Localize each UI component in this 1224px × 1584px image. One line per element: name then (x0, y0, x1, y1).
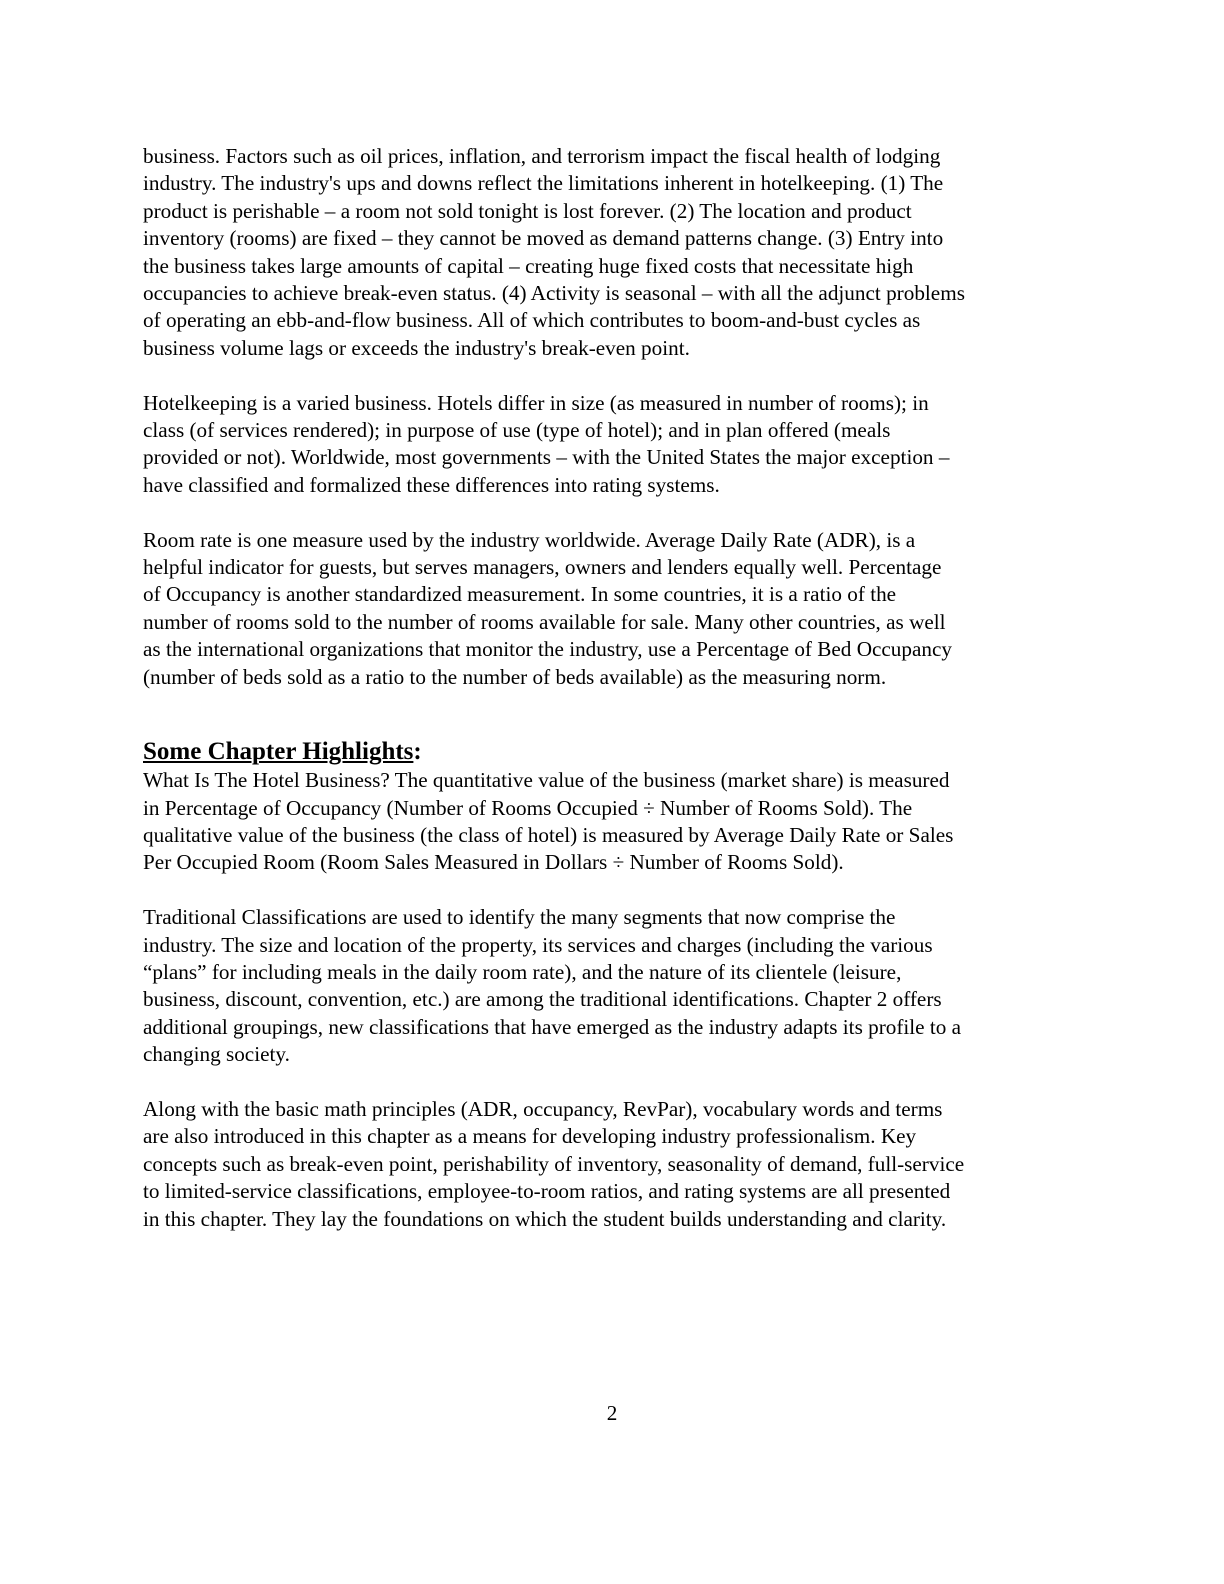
text-line: industry. The size and location of the property, its services and charges (including the various (143, 932, 933, 957)
text-line: helpful indicator for guests, but serves managers, owners and lenders equally well. Percentage (143, 555, 942, 580)
text-line: the business takes large amounts of capital – creating huge fixed costs that necessitate high (143, 253, 914, 278)
text-line: inventory (rooms) are fixed – they cannot be moved as demand patterns change. (3) Entry into (143, 226, 944, 251)
text-line: business. Factors such as oil prices, inflation, and terrorism impact the fiscal health of lodging (143, 144, 941, 168)
text-line: provided or not). Worldwide, most governments – with the United States the major exception – (143, 445, 950, 470)
text-line: Along with the basic math principles (ADR, occupancy, RevPar), vocabulary words and terms (143, 1096, 943, 1121)
text-line: are also introduced in this chapter as a means for developing industry professionalism. Key (143, 1124, 917, 1149)
text-line: qualitative value of the business (the class of hotel) is measured by Average Daily Rate or Sales (143, 822, 954, 847)
text-line: Hotelkeeping is a varied business. Hotels differ in size (as measured in number of rooms); in (143, 390, 929, 415)
text-line: number of rooms sold to the number of rooms available for sale. Many other countries, as well (143, 609, 946, 634)
section-spacer (143, 691, 1083, 737)
text-line: in Percentage of Occupancy (Number of Rooms Occupied ÷ Number of Rooms Sold). The (143, 795, 913, 820)
text-line: changing society. (143, 1042, 290, 1067)
text-line: in this chapter. They lay the foundations on which the student builds understanding and clarity. (143, 1206, 947, 1231)
text-line: (number of beds sold as a ratio to the number of beds available) as the measuring norm. (143, 664, 887, 689)
text-line: additional groupings, new classifications that have emerged as the industry adapts its profile to a (143, 1014, 962, 1039)
text-line: industry. The industry's ups and downs reflect the limitations inherent in hotelkeeping. (1) The (143, 171, 944, 196)
paragraph-spacer (143, 362, 1083, 389)
document-page (143, 143, 1083, 1233)
section-heading (143, 737, 1083, 767)
intro-paragraph-2 (143, 390, 1083, 500)
text-line: “plans” for including meals in the daily room rate), and the nature of its clientele (leisure, (143, 959, 902, 984)
paragraph-spacer (143, 877, 1083, 904)
intro-paragraph-3 (143, 527, 1083, 691)
intro-paragraph-1 (143, 143, 1083, 362)
text-line: of operating an ebb-and-flow business. All of which contributes to boom-and-bust cycles as (143, 308, 921, 333)
highlights-paragraph-3 (143, 1096, 1083, 1233)
text-line: have classified and formalized these differences into rating systems. (143, 472, 720, 497)
text-line: business volume lags or exceeds the industry's break-even point. (143, 335, 690, 360)
paragraph-spacer (143, 499, 1083, 526)
text-line: occupancies to achieve break-even status. (4) Activity is seasonal – with all the adjunct problems (143, 281, 965, 306)
text-line: to limited-service classifications, employee-to-room ratios, and rating systems are all presented (143, 1179, 951, 1204)
paragraph-spacer (143, 1069, 1083, 1096)
text-line: business, discount, convention, etc.) are among the traditional identifications. Chapter 2 offers (143, 987, 942, 1012)
highlights-paragraph-2 (143, 904, 1083, 1068)
text-line: Per Occupied Room (Room Sales Measured in Dollars ÷ Number of Rooms Sold). (143, 850, 844, 875)
text-line: Room rate is one measure used by the industry worldwide. Average Daily Rate (ADR), is a (143, 527, 916, 552)
text-line: Traditional Classifications are used to identify the many segments that now comprise the (143, 905, 896, 930)
text-line: of Occupancy is another standardized measurement. In some countries, it is a ratio of the (143, 582, 897, 607)
highlights-paragraph-1 (143, 767, 1083, 877)
section-heading-colon: : (413, 738, 422, 766)
text-line: as the international organizations that monitor the industry, use a Percentage of Bed Occupancy (143, 637, 952, 662)
text-line: product is perishable – a room not sold tonight is lost forever. (2) The location and product (143, 198, 912, 223)
text-line: concepts such as break-even point, perishability of inventory, seasonality of demand, full-service (143, 1151, 965, 1176)
text-line: class (of services rendered); in purpose of use (type of hotel); and in plan offered (meals (143, 418, 891, 443)
page-number: 2 (606, 1401, 618, 1425)
section-heading-text: Some Chapter Highlights (143, 738, 414, 766)
text-line: What Is The Hotel Business? The quantitative value of the business (market share) is measured (143, 768, 950, 793)
